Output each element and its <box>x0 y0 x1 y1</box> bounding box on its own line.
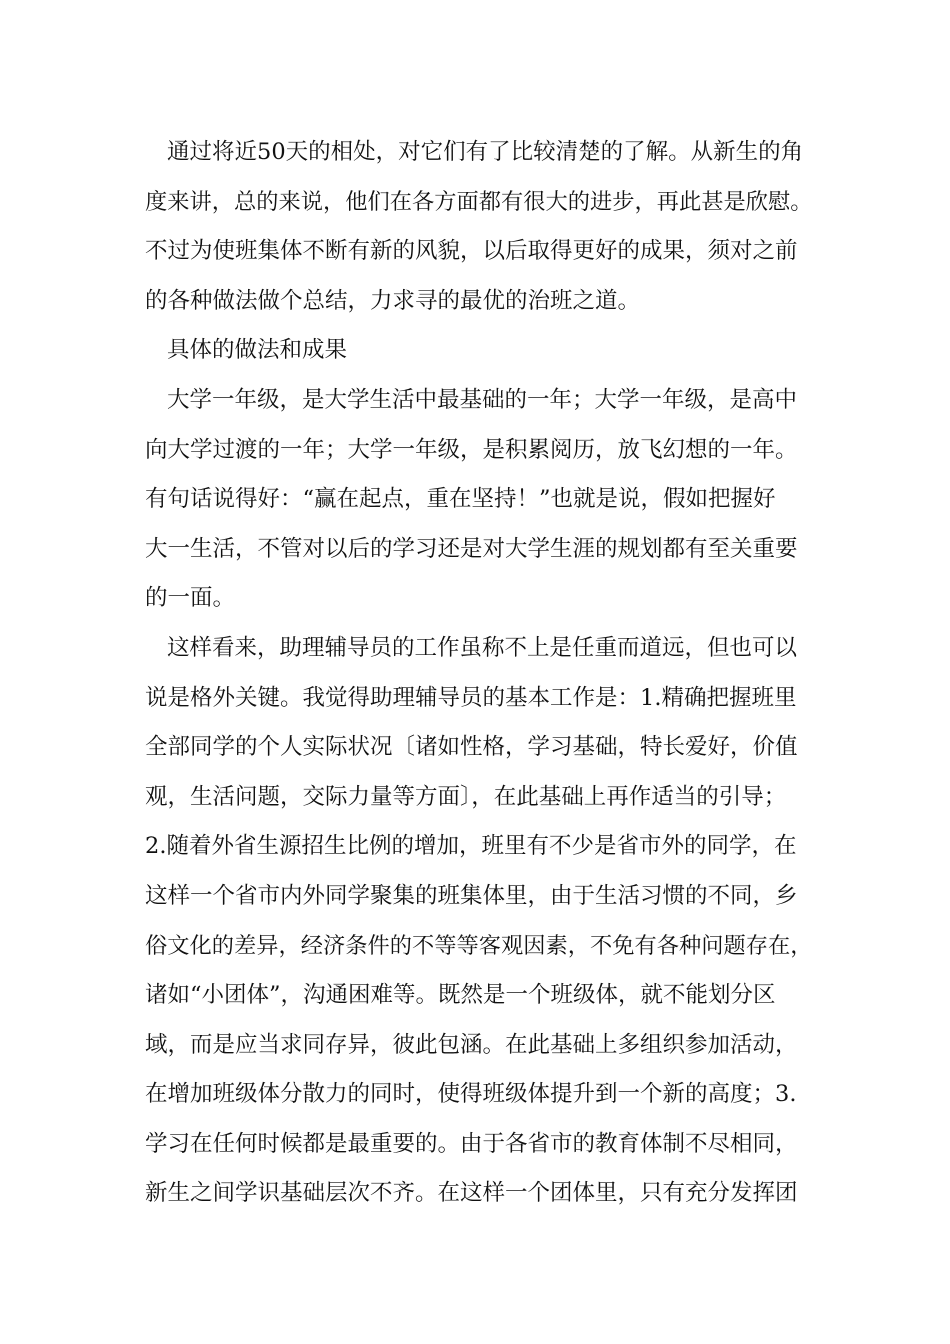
text-line: 这样看来，助理辅导员的工作虽称不上是任重而道远，但也可以 <box>167 634 798 661</box>
text-line: 诸如“小团体”，沟通困难等。既然是一个班级体，就不能划分区 <box>145 982 776 1009</box>
text-line: 新生之间学识基础层次不齐。在这样一个团体里，只有充分发挥团 <box>145 1180 798 1207</box>
text-line: 具体的做法和成果 <box>167 337 348 364</box>
text-line: 全部同学的个人实际状况〔诸如性格，学习基础，特长爱好，价值 <box>145 734 798 761</box>
text-line: 向大学过渡的一年；大学一年级，是积累阅历，放飞幻想的一年。 <box>145 436 798 463</box>
text-line: 不过为使班集体不断有新的风貌，以后取得更好的成果，须对之前 <box>145 238 798 265</box>
text-line: 这样一个省市内外同学聚集的班集体里，由于生活习惯的不同，乡 <box>145 882 798 909</box>
text-line: 大一生活，不管对以后的学习还是对大学生涯的规划都有至关重要 <box>145 535 798 562</box>
text-line: 度来讲，总的来说，他们在各方面都有很大的进步，再此甚是欣慰。 <box>145 188 813 215</box>
text-line: 的一面。 <box>145 585 236 612</box>
text-line: 在增加班级体分散力的同时，使得班级体提升到一个新的高度；3. <box>145 1081 797 1108</box>
document-body <box>145 128 817 1219</box>
text-line: 学习在任何时候都是最重要的。由于各省市的教育体制不尽相同， <box>145 1130 798 1157</box>
text-line: 2.随着外省生源招生比例的增加，班里有不少是省市外的同学，在 <box>145 833 797 860</box>
text-line: 通过将近50天的相处，对它们有了比较清楚的了解。从新生的角 <box>167 139 804 165</box>
text-line: 说是格外关键。我觉得助理辅导员的基本工作是：1.精确把握班里 <box>145 684 797 711</box>
text-line: 观，生活问题，交际力量等方面〕，在此基础上再作适当的引导； <box>145 783 787 810</box>
text-line: 俗文化的差异，经济条件的不等等客观因素，不免有各种问题存在， <box>145 932 813 959</box>
text-line: 域，而是应当求同存异，彼此包涵。在此基础上多组织参加活动， <box>145 1031 798 1058</box>
text-line: 有句话说得好：“赢在起点，重在坚持！”也就是说，假如把握好 <box>145 486 776 513</box>
text-line: 的各种做法做个总结，力求寻的最优的治班之道。 <box>145 287 641 314</box>
text-line: 大学一年级，是大学生活中最基础的一年；大学一年级，是高中 <box>167 386 798 413</box>
